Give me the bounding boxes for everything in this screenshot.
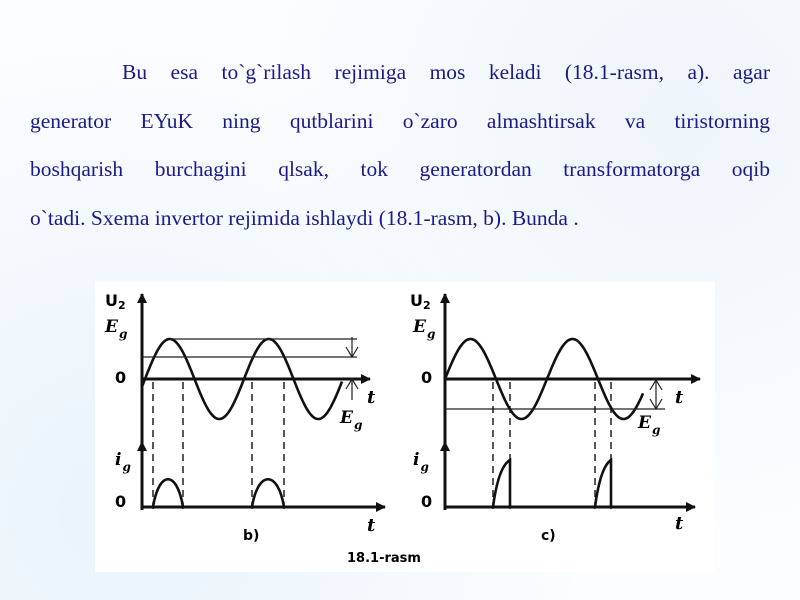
body-paragraph	[30, 48, 770, 242]
panel-c-sublabel: c)	[541, 528, 556, 544]
panel-c-eg-top-label: $E_g$	[413, 317, 436, 341]
panel-b-sublabel: b)	[243, 528, 260, 544]
panel-c	[410, 291, 700, 544]
paragraph-line-4: o`tadi. Sxema invertor rejimida ishlaydi (18.1-rasm, b). Bunda .	[30, 205, 579, 230]
panel-c-current-pulse-2	[595, 460, 611, 507]
panel-b-eg-bottom-label: $E_g$	[340, 408, 363, 432]
paragraph-line-3: boshqarish burchagini qlsak, tok generatordan transformatorga oqib	[30, 157, 770, 181]
figure-18-1	[95, 282, 715, 572]
paragraph-line-1-text: Bu esa to`g`rilash rejimiga mos keladi (18.1-rasm, a). agar	[122, 60, 770, 84]
panel-c-t-upper-label: t	[675, 387, 684, 408]
panel-b-current-pulse-1	[153, 479, 183, 507]
panel-b-u-label: U2	[105, 291, 126, 312]
panel-c-t-lower-label: t	[675, 513, 684, 534]
panel-c-current-pulse-1	[493, 460, 510, 507]
paragraph-line-2: generator EYuK ning qutblarini o`zaro almashtirsak va tiristorning	[30, 108, 770, 133]
panel-b-t-lower-label: t	[367, 515, 376, 536]
panel-c-eg-bottom-label: $E_g$	[638, 413, 661, 437]
figure-caption: 18.1-rasm	[347, 551, 421, 566]
panel-b-t-upper-label: t	[367, 387, 376, 408]
paragraph-line-1	[30, 48, 770, 97]
figure-svg	[95, 282, 715, 572]
panel-b-current-pulse-2	[252, 479, 284, 507]
panel-b	[104, 291, 385, 544]
panel-b-zero-u: 0	[115, 368, 127, 387]
panel-b-i-label: $i_g$	[115, 450, 131, 474]
panel-b-zero-i: 0	[115, 492, 127, 511]
panel-b-eg-top-label: $E_g$	[105, 317, 128, 341]
panel-c-zero-i: 0	[421, 492, 433, 511]
panel-c-i-label: $i_g$	[413, 450, 429, 474]
panel-c-zero-u: 0	[421, 368, 433, 387]
panel-c-u-label: U2	[410, 291, 431, 312]
